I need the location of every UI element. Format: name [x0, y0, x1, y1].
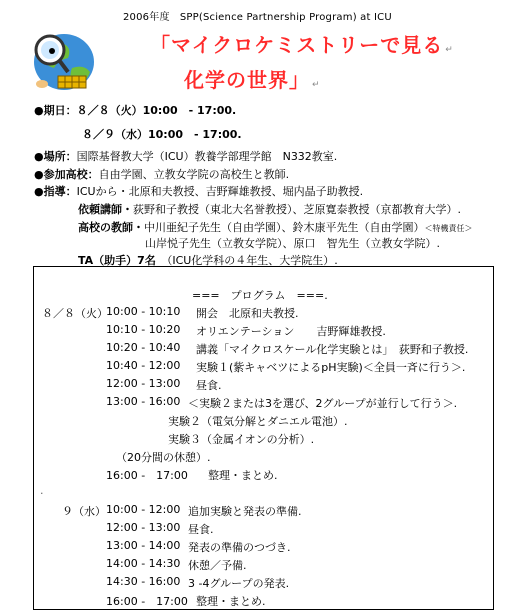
item-time: 10:20 - 10:40 [106, 341, 181, 354]
ta-label: TA（助手）7名 [78, 254, 156, 267]
date-2-row [82, 126, 242, 142]
item-text: 発表の準備のつづき. [188, 541, 291, 554]
invited-row [78, 201, 461, 217]
date-1: ８／８（火）10:00 - 17:00. [76, 104, 237, 117]
teachers-note: ＜特機責任＞ [424, 224, 473, 233]
day1-label: ８／８（火） [42, 307, 108, 320]
item-text: 3 -4グループの発表. [188, 577, 290, 590]
break-note: （20分間の休憩）. [116, 451, 211, 464]
item-text: 開会 北原和夫教授. [196, 307, 299, 320]
program-item [106, 395, 458, 410]
teachers-line-2: 山岸悦子先生（立教女学院）、原口 智先生（立教女学院）. [145, 237, 440, 250]
invited-label: 依頼講師・ [78, 203, 133, 216]
program-item [106, 341, 469, 356]
item-text: 追加実験と発表の準備. [188, 505, 302, 518]
experiment-3: 実験３（金属イオンの分析）. [168, 433, 315, 446]
program-item [106, 521, 214, 536]
program-item [106, 539, 291, 554]
program-item [106, 377, 222, 392]
item-time: 14:00 - 14:30 [106, 557, 181, 570]
item-text: 昼食. [188, 523, 214, 536]
dates-row [34, 102, 236, 118]
schools-label: ●参加高校： [34, 168, 99, 181]
teachers-row [78, 219, 473, 235]
place-label: ●場所： [34, 150, 77, 163]
item-time: 10:40 - 12:00 [106, 359, 181, 372]
place-value: 国際基督教大学（ICU）教養学部理学館 N332教室. [76, 150, 338, 163]
guide-value: ICUから・北原和夫教授、吉野輝雄教授、堀内晶子助教授. [76, 185, 364, 198]
item-time: 10:00 - 10:10 [106, 305, 181, 318]
guide-label: ●指導： [34, 185, 77, 198]
item-time: 13:00 - 16:00 [106, 395, 181, 408]
item-time: 16:00 - 17:00 [106, 595, 188, 608]
program-item [106, 575, 290, 590]
schools-row [34, 166, 289, 182]
item-text: 昼食. [196, 379, 222, 392]
item-text: 講義「マイクロスケール化学実験とは」 荻野和子教授. [196, 343, 469, 356]
paragraph-mark: . [40, 484, 44, 497]
earth-mascot-magnifier-icon [28, 28, 100, 96]
schools-value: 自由学園、立教女学院の高校生と教師. [98, 168, 290, 181]
program-item [106, 323, 386, 338]
invited-value: 荻野和子教授（東北大名誉教授）、芝原寛泰教授（京都教育大学）. [133, 203, 461, 216]
teachers-label: 高校の教師・ [78, 221, 144, 234]
title-line-1: 「マイクロケミストリーで見る [150, 33, 444, 57]
dates-label: ●期日： [34, 104, 77, 117]
item-text: ＜実験２または3を選び、2グループが並行して行う＞. [188, 397, 458, 410]
teachers-row-2 [145, 235, 440, 251]
program-item [106, 503, 302, 518]
item-time: 14:30 - 16:00 [106, 575, 181, 588]
item-text: オリエンテーション 吉野輝雄教授. [196, 325, 386, 338]
item-time: 12:00 - 13:00 [106, 521, 181, 534]
day1-end [106, 467, 278, 483]
date-2: ８／９（水）10:00 - 17:00. [82, 128, 242, 141]
item-text: 実験１(紫キャベツによるpH実験)＜全員一斉に行う＞. [196, 361, 466, 374]
day2-label: ９（水） [62, 505, 106, 518]
guide-row [34, 183, 363, 199]
item-time: 10:00 - 12:00 [106, 503, 181, 516]
experiment-2: 実験２（電気分解とダニエル電池）. [168, 415, 348, 428]
item-time: 12:00 - 13:00 [106, 377, 181, 390]
program-item [106, 557, 247, 572]
item-time: 10:10 - 10:20 [106, 323, 181, 336]
document-header: 2006年度 SPP(Science Partnership Program) at ICU [123, 12, 392, 23]
teachers-line-1: 中川亜紀子先生（自由学園）、鈴木康平先生（自由学園） [144, 221, 425, 234]
ta-value: （ICU化学科の４年生、大学院生）. [166, 254, 338, 267]
item-text: 整理・まとめ. [196, 595, 266, 608]
item-time: 13:00 - 14:00 [106, 539, 181, 552]
title-line-2: 化学の世界」 [184, 68, 310, 92]
item-time: 16:00 - 17:00 [106, 469, 188, 482]
document-title: 「マイクロケミストリーで見る ↵ 化学の世界」 ↵ [150, 33, 454, 92]
item-text: 休憩／予備. [188, 559, 247, 572]
program-item [106, 359, 466, 374]
program-item [106, 593, 266, 609]
item-text: 整理・まとめ. [208, 469, 278, 482]
place-row [34, 148, 337, 164]
program-item [106, 305, 299, 320]
program-heading: === プログラム ===. [192, 289, 328, 302]
